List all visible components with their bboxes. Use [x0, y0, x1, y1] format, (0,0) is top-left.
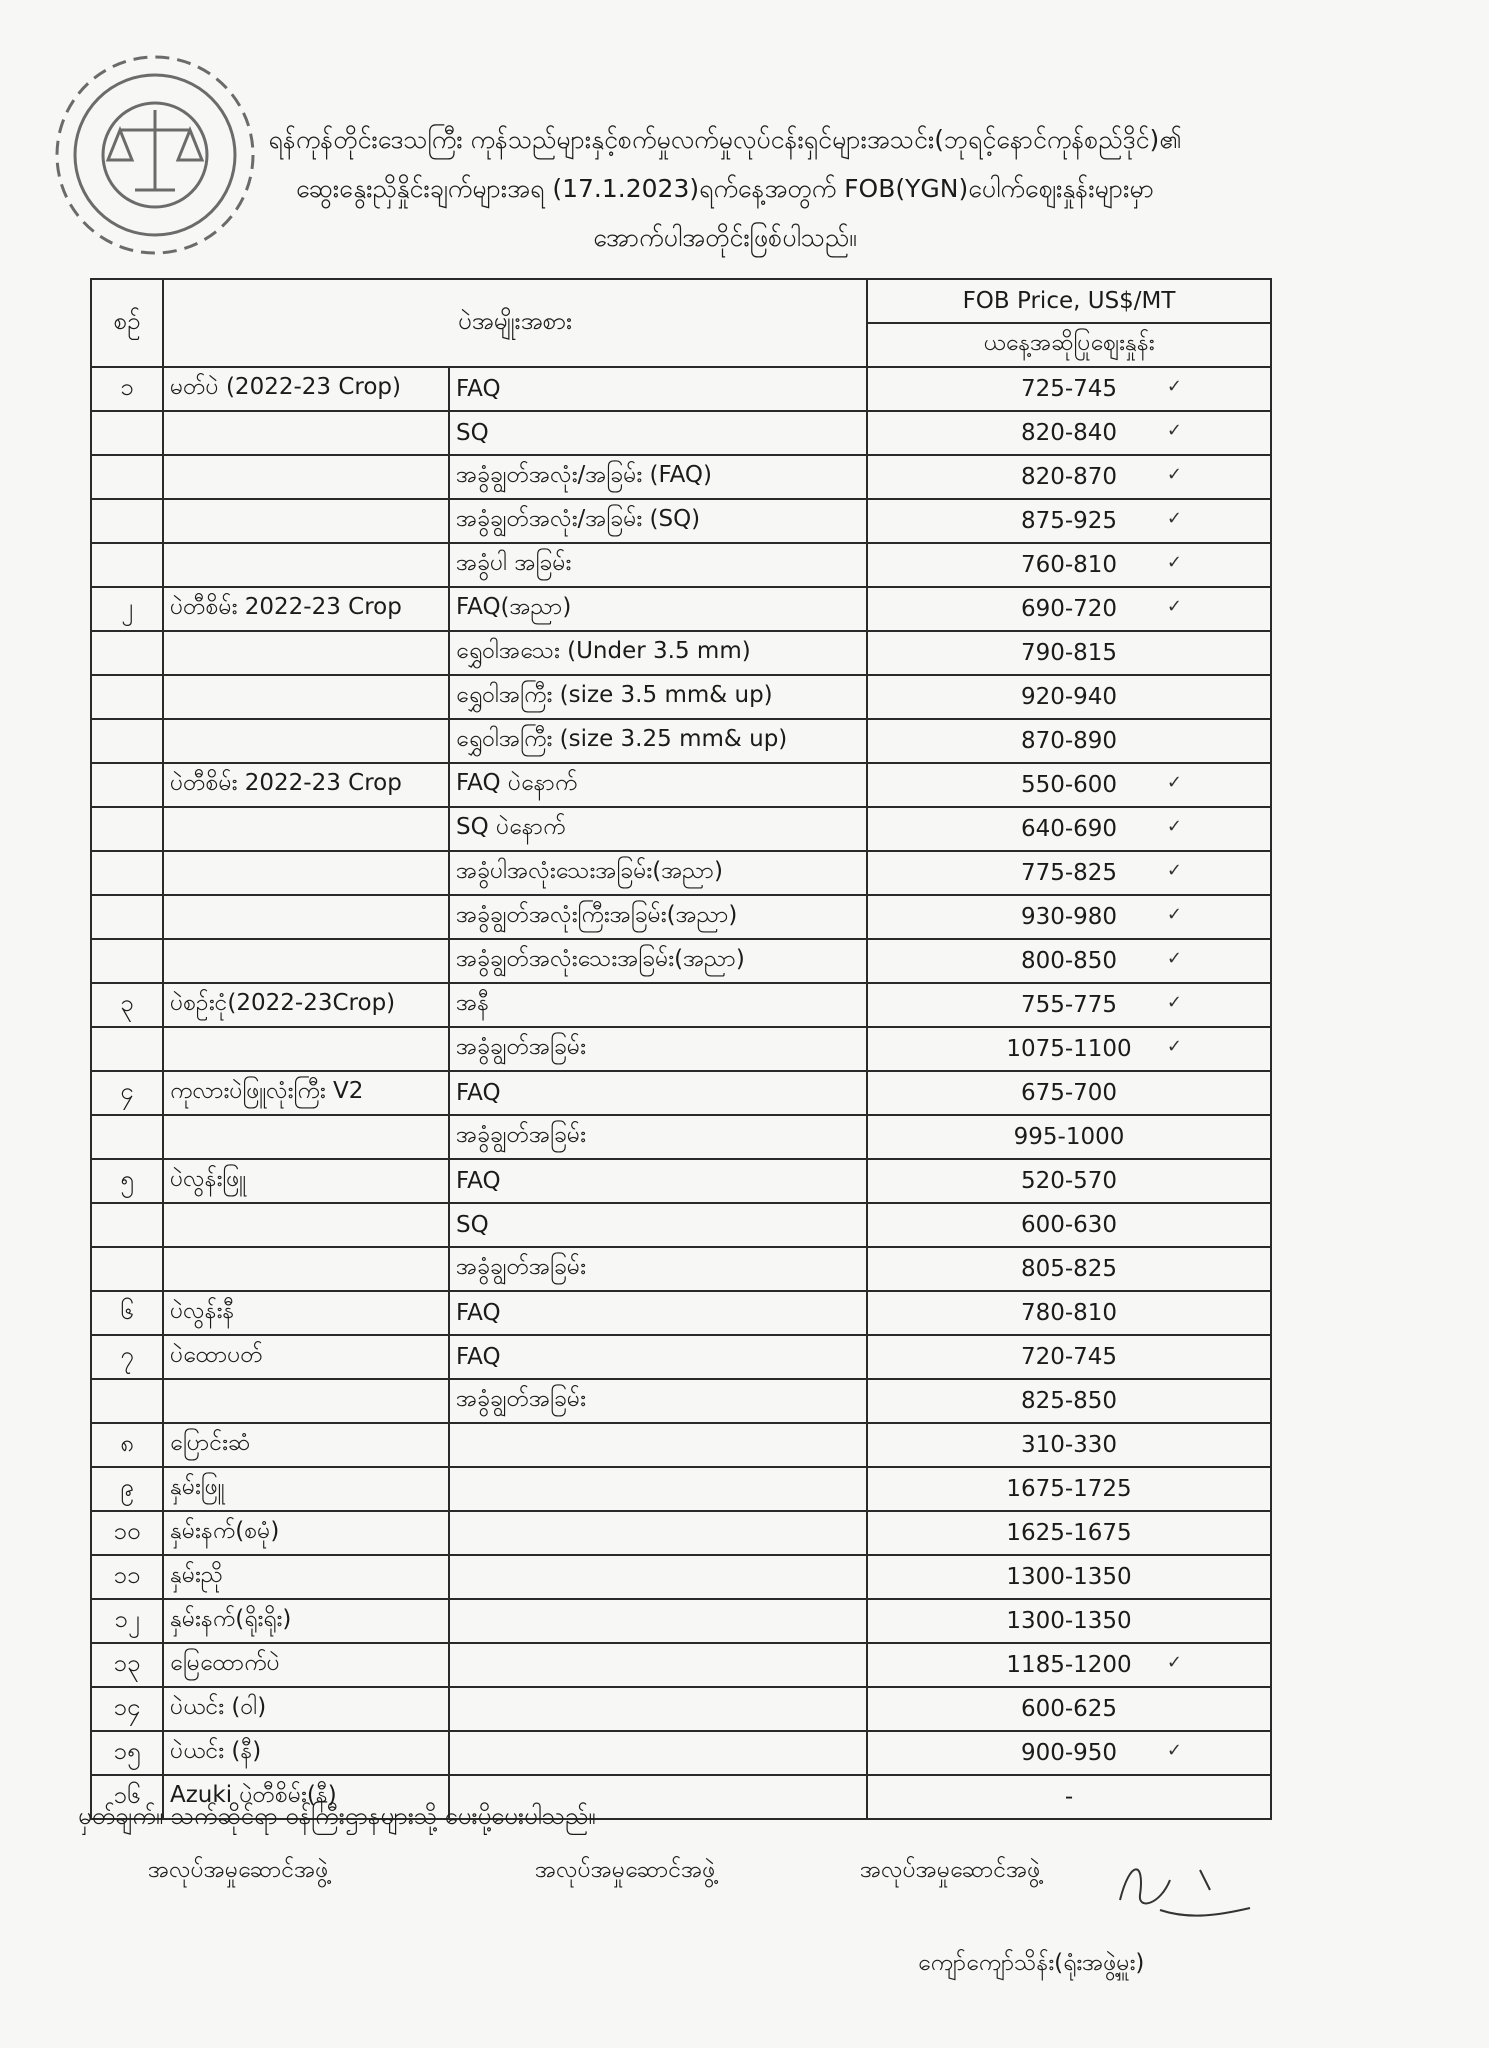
row-bean-type [163, 1687, 449, 1731]
row-price-text: 600-625 [1020, 1696, 1118, 1722]
row-grade [449, 1203, 867, 1247]
row-bean-type-text: Azuki ပဲတီစိမ်း(နီ) [170, 1782, 337, 1808]
row-grade [449, 367, 867, 411]
row-bean-type [163, 983, 449, 1027]
heading-line-1: ရန်ကုန်တိုင်းဒေသကြီး ကုန်သည်များနှင့်စက်မှုလက်မှုလုပ်ငန်းရှင်များအသင်း(ဘုရင့်နောင်ကုန်စည်ဒိုင်)၏ [268, 125, 1182, 154]
row-bean-type-text: နှမ်းနက်(စမုံ) [170, 1518, 280, 1544]
row-grade-text: အခွံပါအလုံးသေးအခြမ်း(အညာ) [456, 858, 723, 884]
row-grade [449, 1027, 867, 1071]
row-bean-type [163, 1071, 449, 1115]
row-price-text: 780-810 [1020, 1300, 1118, 1326]
table-row [91, 1335, 1271, 1379]
row-price [867, 895, 1271, 939]
row-price-text: 755-775 [1020, 992, 1118, 1018]
committee-label-2: အလုပ်အမှုဆောင်အဖွဲ့ [535, 1857, 716, 1883]
row-bean-type-text: ပဲလွန်းဖြူ [170, 1166, 247, 1192]
table-row [91, 1291, 1271, 1335]
row-bean-type [163, 587, 449, 631]
row-price [867, 1159, 1271, 1203]
row-serial-no [91, 1115, 163, 1159]
row-grade [449, 851, 867, 895]
row-grade-text: အခွံချွတ်အလုံး/အခြမ်း (SQ) [456, 506, 701, 532]
table-row [91, 719, 1271, 763]
row-serial-no [91, 675, 163, 719]
row-price [867, 1643, 1271, 1687]
header-fob-price: FOB Price, US$/MT [867, 279, 1271, 323]
row-serial-no [91, 1467, 163, 1511]
row-grade-text: အခွံပါ အခြမ်း [456, 550, 572, 576]
check-mark-icon: ✓ [1166, 904, 1183, 925]
row-grade-text: FAQ ပဲနောက် [456, 770, 578, 796]
row-bean-type-text: ပဲလွန်းနီ [170, 1298, 235, 1324]
table-row [91, 1599, 1271, 1643]
check-mark-icon: ✓ [1166, 948, 1183, 969]
row-bean-type [163, 939, 449, 983]
row-bean-type [163, 1159, 449, 1203]
row-serial-no [91, 1335, 163, 1379]
row-bean-type-text: မြေထောက်ပဲ [170, 1650, 280, 1676]
check-mark-icon: ✓ [1166, 552, 1183, 573]
row-bean-type [163, 1467, 449, 1511]
row-price-text: 1675-1725 [1006, 1476, 1132, 1502]
row-bean-type [163, 543, 449, 587]
row-serial-no-text: ၁၀ [113, 1517, 141, 1545]
row-bean-type [163, 763, 449, 807]
row-price-text: 995-1000 [1013, 1124, 1125, 1150]
row-bean-type [163, 1731, 449, 1775]
row-grade [449, 631, 867, 675]
row-serial-no [91, 763, 163, 807]
check-mark-icon: ✓ [1166, 1652, 1183, 1673]
row-grade-text: အခွံချွတ်အလုံးကြီးအခြမ်း(အညာ) [456, 902, 738, 928]
row-bean-type [163, 1203, 449, 1247]
row-serial-no [91, 1555, 163, 1599]
row-bean-type [163, 1643, 449, 1687]
table-row [91, 367, 1271, 411]
row-bean-type [163, 1027, 449, 1071]
row-grade [449, 499, 867, 543]
row-bean-type-text: နှမ်းဖြူ [170, 1474, 225, 1500]
row-price [867, 1731, 1271, 1775]
table-row [91, 1027, 1271, 1071]
row-bean-type [163, 1599, 449, 1643]
row-price-text: 790-815 [1020, 640, 1118, 666]
table-row [91, 455, 1271, 499]
row-grade [449, 1335, 867, 1379]
row-price-text: 870-890 [1020, 728, 1118, 754]
header-proposed-price: ယနေ့အဆိုပြုဈေးနှုန်း [867, 323, 1271, 367]
row-price-text: 725-745 [1020, 376, 1118, 402]
row-price [867, 1467, 1271, 1511]
row-price-text: 900-950 [1020, 1740, 1118, 1766]
table-row [91, 1731, 1271, 1775]
table-row [91, 895, 1271, 939]
row-price-text: 820-870 [1020, 464, 1118, 490]
row-price [867, 1599, 1271, 1643]
price-rows [91, 367, 1271, 1819]
row-serial-no-text: ၃ [120, 989, 134, 1017]
row-serial-no [91, 1027, 163, 1071]
row-serial-no-text: ၁၅ [113, 1737, 141, 1765]
row-price-text: 805-825 [1020, 1256, 1118, 1282]
row-bean-type [163, 455, 449, 499]
row-grade-text: FAQ [456, 376, 501, 402]
row-bean-type [163, 719, 449, 763]
row-grade [449, 1159, 867, 1203]
row-price-text: 825-850 [1020, 1388, 1118, 1414]
row-serial-no-text: ၁၁ [113, 1561, 141, 1589]
row-grade [449, 1555, 867, 1599]
row-price [867, 367, 1271, 411]
table-row [91, 631, 1271, 675]
row-grade-text: အခွံချွတ်အလုံး/အခြမ်း (FAQ) [456, 462, 712, 488]
row-grade-text: ရွှေဝါအကြီး (size 3.25 mm& up) [456, 726, 788, 752]
row-bean-type [163, 367, 449, 411]
row-bean-type [163, 675, 449, 719]
row-price-text: 310-330 [1020, 1432, 1118, 1458]
row-price [867, 455, 1271, 499]
row-price [867, 1511, 1271, 1555]
header-bean-type: ပဲအမျိုးအစား [163, 279, 867, 367]
row-grade [449, 1115, 867, 1159]
table-row [91, 675, 1271, 719]
check-mark-icon: ✓ [1166, 816, 1183, 837]
row-grade-text: အခွံချွတ်အခြမ်း [456, 1386, 586, 1412]
table-row [91, 411, 1271, 455]
row-bean-type-text: ပဲယင်း (ဝါ) [170, 1694, 267, 1720]
row-price-text: 920-940 [1020, 684, 1118, 710]
row-serial-no [91, 367, 163, 411]
row-grade-text: FAQ [456, 1300, 501, 1326]
table-row [91, 807, 1271, 851]
row-serial-no [91, 455, 163, 499]
row-price [867, 631, 1271, 675]
row-price-text: 930-980 [1020, 904, 1118, 930]
check-mark-icon: ✓ [1166, 420, 1183, 441]
table-row [91, 1643, 1271, 1687]
row-grade [449, 719, 867, 763]
committee-label-1: အလုပ်အမှုဆောင်အဖွဲ့ [148, 1857, 329, 1883]
row-price-text: 775-825 [1020, 860, 1118, 886]
row-price-text: 690-720 [1020, 596, 1118, 622]
row-bean-type [163, 1555, 449, 1599]
row-grade-text: ရွှေဝါအသေး (Under 3.5 mm) [456, 638, 751, 664]
row-price-text: 820-840 [1020, 420, 1118, 446]
table-row [91, 1467, 1271, 1511]
row-bean-type-text: ပဲယင်း (နီ) [170, 1738, 262, 1764]
row-grade [449, 675, 867, 719]
row-serial-no [91, 807, 163, 851]
row-grade [449, 1599, 867, 1643]
table-row [91, 1423, 1271, 1467]
row-bean-type [163, 1247, 449, 1291]
row-price-text: 550-600 [1020, 772, 1118, 798]
row-serial-no [91, 1203, 163, 1247]
committee-label-3: အလုပ်အမှုဆောင်အဖွဲ့ [860, 1857, 1041, 1883]
row-price [867, 1291, 1271, 1335]
check-mark-icon: ✓ [1166, 464, 1183, 485]
row-serial-no [91, 1379, 163, 1423]
row-price [867, 939, 1271, 983]
row-grade [449, 1291, 867, 1335]
check-mark-icon: ✓ [1166, 992, 1183, 1013]
row-grade [449, 983, 867, 1027]
row-price [867, 851, 1271, 895]
row-grade [449, 807, 867, 851]
check-mark-icon: ✓ [1166, 1036, 1183, 1057]
table-row [91, 1555, 1271, 1599]
row-serial-no [91, 1731, 163, 1775]
row-price-text: 875-925 [1020, 508, 1118, 534]
row-bean-type-text: ပဲတီစိမ်း 2022-23 Crop [170, 594, 402, 620]
handwritten-signature [1100, 1850, 1280, 1930]
header-serial-no: စဉ် [91, 279, 163, 367]
row-serial-no-text: ၈ [120, 1429, 134, 1457]
row-grade-text: အခွံချွတ်အလုံးသေးအခြမ်း(အညာ) [456, 946, 745, 972]
row-bean-type [163, 1379, 449, 1423]
table-row [91, 1203, 1271, 1247]
row-bean-type [163, 1423, 449, 1467]
row-price-text: 720-745 [1020, 1344, 1118, 1370]
row-grade-text: SQ [456, 1212, 489, 1238]
row-grade-text: SQ [456, 420, 489, 446]
row-price [867, 1555, 1271, 1599]
row-price-text: 1300-1350 [1006, 1608, 1132, 1634]
row-grade-text: အနီ [456, 990, 490, 1016]
row-bean-type-text: ကုလားပဲဖြူလုံးကြီး V2 [170, 1078, 364, 1104]
row-grade [449, 1687, 867, 1731]
row-price [867, 1247, 1271, 1291]
row-serial-no [91, 1643, 163, 1687]
row-bean-type [163, 411, 449, 455]
row-grade [449, 1643, 867, 1687]
row-bean-type [163, 895, 449, 939]
row-price [867, 499, 1271, 543]
row-serial-no [91, 631, 163, 675]
check-mark-icon: ✓ [1166, 596, 1183, 617]
row-bean-type-text: ပဲတီစိမ်း 2022-23 Crop [170, 770, 402, 796]
row-grade-text: FAQ [456, 1080, 501, 1106]
row-bean-type [163, 807, 449, 851]
row-price [867, 411, 1271, 455]
row-grade-text: အခွံချွတ်အခြမ်း [456, 1254, 586, 1280]
table-row [91, 499, 1271, 543]
document-heading [100, 115, 1350, 262]
row-grade-text: FAQ [456, 1168, 501, 1194]
row-serial-no [91, 851, 163, 895]
row-price-text: - [1064, 1784, 1074, 1810]
row-price-text: 600-630 [1020, 1212, 1118, 1238]
row-grade [449, 587, 867, 631]
row-bean-type [163, 1511, 449, 1555]
row-price-text: 1300-1350 [1006, 1564, 1132, 1590]
row-serial-no [91, 1599, 163, 1643]
row-serial-no [91, 1159, 163, 1203]
check-mark-icon: ✓ [1166, 508, 1183, 529]
row-bean-type [163, 499, 449, 543]
row-grade [449, 1247, 867, 1291]
row-grade-text: SQ ပဲနောက် [456, 814, 566, 840]
row-bean-type [163, 1115, 449, 1159]
row-serial-no [91, 587, 163, 631]
row-serial-no-text: ၉ [120, 1473, 134, 1501]
row-price-text: 675-700 [1020, 1080, 1118, 1106]
row-serial-no [91, 1423, 163, 1467]
row-grade-text: အခွံချွတ်အခြမ်း [456, 1034, 586, 1060]
row-grade-text: FAQ(အညာ) [456, 594, 572, 620]
row-grade-text: FAQ [456, 1344, 501, 1370]
row-price [867, 1687, 1271, 1731]
row-price [867, 1775, 1271, 1819]
row-price-text: 1185-1200 [1006, 1652, 1132, 1678]
row-price [867, 587, 1271, 631]
row-price [867, 1071, 1271, 1115]
row-price [867, 763, 1271, 807]
row-price-text: 1625-1675 [1006, 1520, 1132, 1546]
row-serial-no-text: ၁၂ [114, 1605, 140, 1633]
row-serial-no-text: ၅ [120, 1165, 134, 1193]
price-table [90, 278, 1272, 1820]
row-price [867, 1203, 1271, 1247]
table-row [91, 1379, 1271, 1423]
row-serial-no [91, 895, 163, 939]
row-serial-no-text: ၇ [120, 1341, 134, 1369]
row-serial-no [91, 1291, 163, 1335]
row-bean-type-text: နှမ်းညို [170, 1562, 224, 1588]
table-row [91, 851, 1271, 895]
row-grade [449, 543, 867, 587]
row-grade [449, 763, 867, 807]
row-serial-no [91, 499, 163, 543]
heading-line-3: အောက်ပါအတိုင်းဖြစ်ပါသည်။ [593, 223, 857, 252]
row-price-text: 760-810 [1020, 552, 1118, 578]
table-row [91, 1511, 1271, 1555]
row-bean-type-text: ပဲစဉ်းငုံ(2022-23Crop) [170, 990, 396, 1016]
table-row [91, 1687, 1271, 1731]
table-row [91, 939, 1271, 983]
row-grade [449, 1423, 867, 1467]
row-bean-type [163, 1291, 449, 1335]
table-row [91, 763, 1271, 807]
table-row [91, 1115, 1271, 1159]
row-price-text: 520-570 [1020, 1168, 1118, 1194]
row-serial-no-text: ၂ [121, 593, 133, 621]
row-bean-type-text: ပဲထောပတ် [170, 1342, 263, 1368]
row-grade-text: အခွံချွတ်အခြမ်း [456, 1122, 586, 1148]
row-serial-no [91, 543, 163, 587]
row-price-text: 1075-1100 [1006, 1036, 1132, 1062]
row-grade [449, 455, 867, 499]
row-serial-no [91, 939, 163, 983]
row-serial-no-text: ၁၄ [113, 1693, 141, 1721]
check-mark-icon: ✓ [1166, 1740, 1183, 1761]
row-serial-no-text: ၄ [120, 1077, 134, 1105]
row-grade [449, 1731, 867, 1775]
heading-line-2: ဆွေးနွေးညှိနှိုင်းချက်များအရ (17.1.2023)ရက်နေ့အတွက် FOB(YGN)ပေါက်ဈေးနှုန်းများမှာ [296, 174, 1154, 203]
check-mark-icon: ✓ [1166, 860, 1183, 881]
row-serial-no [91, 983, 163, 1027]
row-price [867, 983, 1271, 1027]
row-grade [449, 895, 867, 939]
row-grade [449, 1467, 867, 1511]
row-price [867, 1423, 1271, 1467]
row-price [867, 1115, 1271, 1159]
row-bean-type-text: မတ်ပဲ (2022-23 Crop) [170, 374, 401, 400]
check-mark-icon: ✓ [1166, 376, 1183, 397]
signer-name: ကျော်ကျော်သိန်း(ရုံးအဖွဲ့မှူး) [918, 1950, 1145, 1976]
row-serial-no [91, 719, 163, 763]
row-price-text: 640-690 [1020, 816, 1118, 842]
row-grade [449, 411, 867, 455]
row-serial-no [91, 411, 163, 455]
row-price [867, 1335, 1271, 1379]
row-serial-no-text: ၁ [120, 373, 134, 401]
row-price [867, 1027, 1271, 1071]
row-price [867, 543, 1271, 587]
row-serial-no [91, 1511, 163, 1555]
table-row [91, 543, 1271, 587]
row-price [867, 719, 1271, 763]
row-bean-type-text: နှမ်းနက်(ရိုးရိုး) [170, 1606, 292, 1632]
row-serial-no [91, 1687, 163, 1731]
row-bean-type [163, 851, 449, 895]
row-grade-text: ရွှေဝါအကြီး (size 3.5 mm& up) [456, 682, 773, 708]
row-serial-no-text: ၁၆ [113, 1781, 141, 1809]
row-bean-type [163, 1335, 449, 1379]
row-price [867, 1379, 1271, 1423]
table-row [91, 1159, 1271, 1203]
footer-note: မှတ်ချက်။ သက်ဆိုင်ရာ ဝန်ကြီးဌာနများသို့ ပေးပို့ပေးပါသည်။ [78, 1802, 596, 1830]
row-serial-no [91, 1247, 163, 1291]
row-serial-no-text: ၆ [120, 1297, 134, 1325]
row-serial-no [91, 1071, 163, 1115]
row-grade [449, 1511, 867, 1555]
row-grade [449, 1379, 867, 1423]
row-bean-type [163, 631, 449, 675]
row-price [867, 807, 1271, 851]
check-mark-icon: ✓ [1166, 772, 1183, 793]
row-grade [449, 939, 867, 983]
row-bean-type-text: ပြောင်းဆံ [170, 1430, 251, 1456]
table-row [91, 1071, 1271, 1115]
row-grade [449, 1071, 867, 1115]
table-row [91, 983, 1271, 1027]
row-serial-no-text: ၁၃ [113, 1649, 141, 1677]
table-row [91, 587, 1271, 631]
row-price [867, 675, 1271, 719]
row-price-text: 800-850 [1020, 948, 1118, 974]
table-row [91, 1247, 1271, 1291]
